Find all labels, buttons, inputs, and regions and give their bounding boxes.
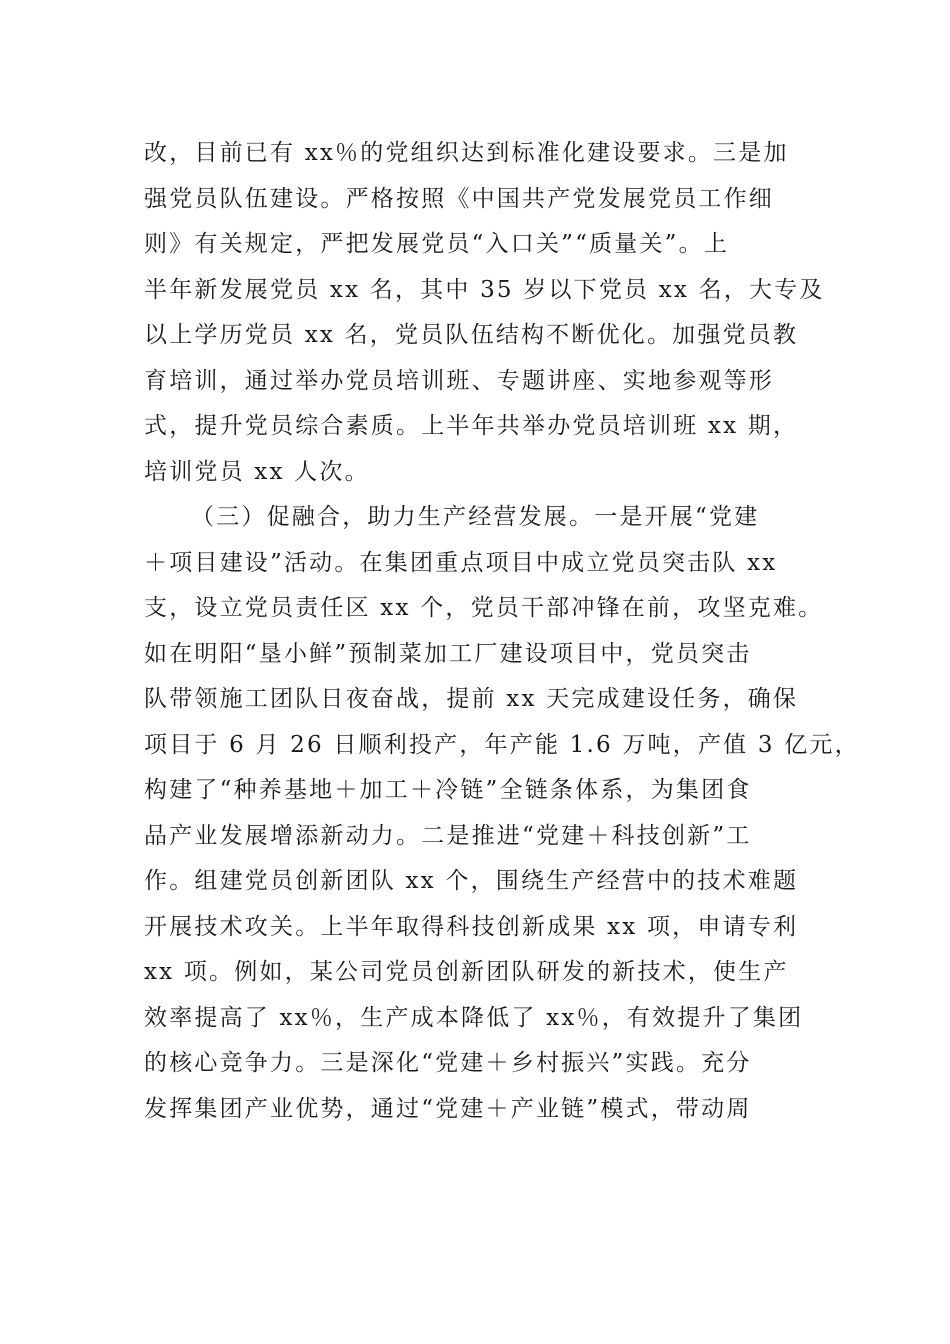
text-line-15: 构建了“种养基地＋加工＋冷链”全链条体系，为集团食 [144, 777, 752, 803]
text-line-21: 的核心竞争力。三是深化“党建＋乡村振兴”实践。充分 [144, 1050, 752, 1076]
text-line-7: 式，提升党员综合素质。上半年共举办党员培训班 xx 期， [144, 413, 799, 439]
text-line-1: 改，目前已有 xx％的党组织达到标准化建设要求。三是加 [144, 140, 789, 166]
text-line-6: 育培训，通过举办党员培训班、专题讲座、实地参观等形 [144, 368, 774, 394]
text-line-14: 项目于 6 月 26 日顺利投产，年产能 1.6 万吨，产值 3 亿元， [144, 732, 860, 758]
text-line-20: 效率提高了 xx％，生产成本降低了 xx％，有效提升了集团 [144, 1005, 804, 1031]
text-line-2: 强党员队伍建设。严格按照《中国共产党发展党员工作细 [144, 186, 774, 212]
text-line-19: xx 项。例如，某公司党员创新团队研发的新技术，使生产 [144, 959, 789, 985]
text-line-5: 以上学历党员 xx 名，党员队伍结构不断优化。加强党员教 [144, 322, 799, 348]
text-line-22: 发挥集团产业优势，通过“党建＋产业链”模式，带动周 [144, 1096, 752, 1122]
text-line-10: ＋项目建设”活动。在集团重点项目中成立党员突击队 xx [144, 550, 778, 576]
text-line-8: 培训党员 xx 人次。 [144, 459, 370, 485]
section-heading-3: （三）促融合，助力生产经营发展。一是开展“党建 [191, 504, 760, 530]
text-line-17: 作。组建党员创新团队 xx 个，围绕生产经营中的技术难题 [144, 868, 799, 894]
text-line-13: 队带领施工团队日夜奋战，提前 xx 天完成建设任务，确保 [144, 686, 799, 712]
text-line-4: 半年新发展党员 xx 名，其中 35 岁以下党员 xx 名，大专及 [144, 277, 825, 303]
text-line-11: 支，设立党员责任区 xx 个，党员干部冲锋在前，攻坚克难。 [144, 595, 824, 621]
text-line-12: 如在明阳“垦小鲜”预制菜加工厂建设项目中，党员突击 [144, 641, 752, 667]
text-line-3: 则》有关规定，严把发展党员“入口关”“质量关”。上 [144, 231, 730, 257]
text-line-18: 开展技术攻关。上半年取得科技创新成果 xx 项，申请专利 [144, 914, 799, 940]
text-line-16: 品产业发展增添新动力。二是推进“党建＋科技创新”工 [144, 823, 752, 849]
